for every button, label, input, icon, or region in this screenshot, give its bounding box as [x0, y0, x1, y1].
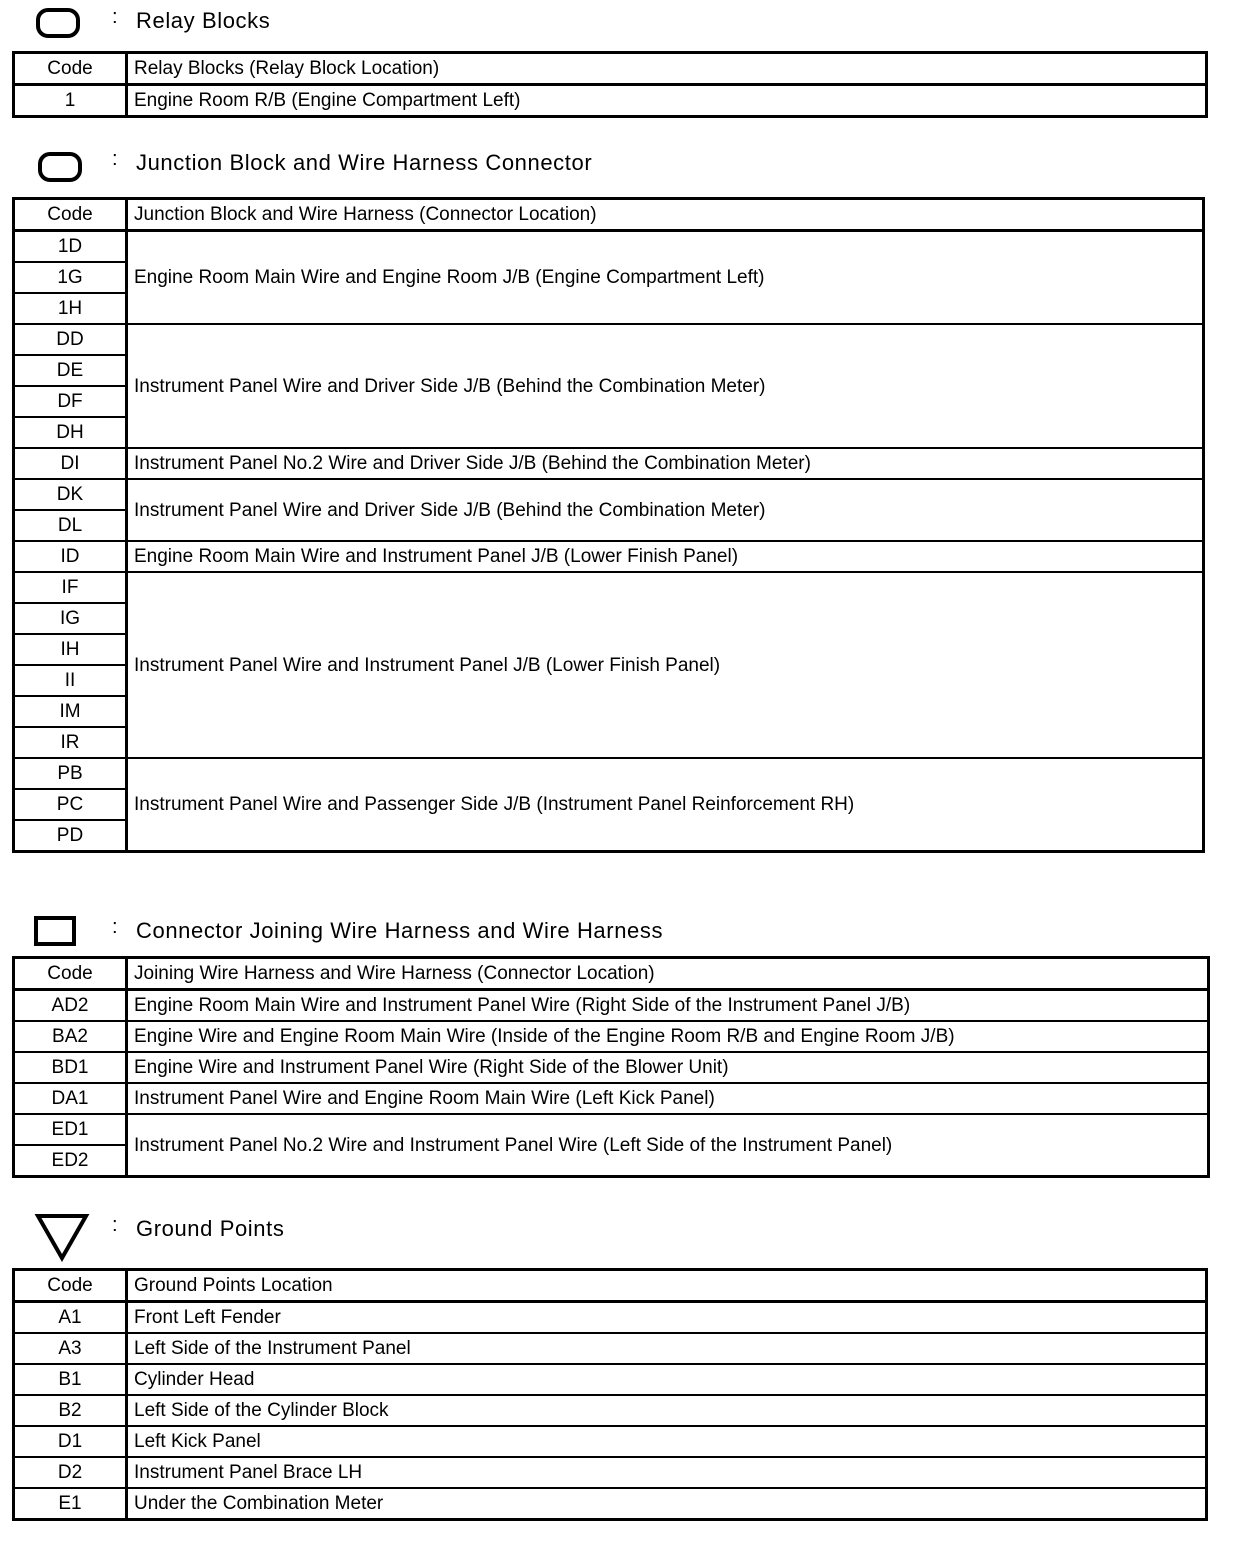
- code-cell: A1: [14, 1302, 127, 1334]
- code-header: Code: [14, 958, 127, 990]
- code-cell: B1: [14, 1364, 127, 1395]
- connector-symbol-icon: [34, 916, 76, 946]
- code-cell: DL: [14, 510, 127, 541]
- table-row: [14, 1426, 1207, 1457]
- code-cell: BA2: [14, 1021, 127, 1052]
- location-cell: Engine Wire and Instrument Panel Wire (Right Side of the Blower Unit): [127, 1052, 1209, 1083]
- table-row: [14, 1364, 1207, 1395]
- relay-blocks-title: Relay Blocks: [136, 8, 271, 33]
- table-row: [14, 324, 1204, 355]
- location-cell: Engine Room Main Wire and Instrument Panel Wire (Right Side of the Instrument Panel J/B): [127, 990, 1209, 1022]
- location-cell: Under the Combination Meter: [127, 1488, 1207, 1520]
- code-cell: BD1: [14, 1052, 127, 1083]
- location-cell: Engine Wire and Engine Room Main Wire (Inside of the Engine Room R/B and Engine Room J/B): [127, 1021, 1209, 1052]
- location-cell: Front Left Fender: [127, 1302, 1207, 1334]
- location-cell: Instrument Panel Wire and Engine Room Main Wire (Left Kick Panel): [127, 1083, 1209, 1114]
- connector-title: Connector Joining Wire Harness and Wire Harness: [136, 918, 664, 943]
- ground-points-header: [0, 1212, 1248, 1252]
- code-cell: IH: [14, 634, 127, 665]
- code-cell: IG: [14, 603, 127, 634]
- location-header: Ground Points Location: [127, 1270, 1207, 1302]
- table-header-row: [14, 199, 1204, 231]
- location-cell: Cylinder Head: [127, 1364, 1207, 1395]
- junction-colon: :: [112, 148, 118, 170]
- code-cell: B2: [14, 1395, 127, 1426]
- code-cell: 1D: [14, 231, 127, 263]
- ground-points-table: [12, 1268, 1208, 1521]
- connector-header: [0, 914, 1248, 954]
- code-cell: DA1: [14, 1083, 127, 1114]
- junction-block-title: Junction Block and Wire Harness Connector: [136, 150, 593, 175]
- code-cell: DH: [14, 417, 127, 448]
- location-cell: Left Side of the Instrument Panel: [127, 1333, 1207, 1364]
- table-row: [14, 1052, 1209, 1083]
- location-cell: Instrument Panel Wire and Instrument Panel J/B (Lower Finish Panel): [127, 572, 1204, 758]
- table-row: [14, 1021, 1209, 1052]
- table-row: [14, 1114, 1209, 1145]
- table-row: [14, 541, 1204, 572]
- table-row: [14, 231, 1204, 263]
- relay-blocks-table: [12, 51, 1208, 118]
- code-cell: PD: [14, 820, 127, 852]
- location-cell: Instrument Panel Brace LH: [127, 1457, 1207, 1488]
- table-row: [14, 990, 1209, 1022]
- table-row: [14, 1333, 1207, 1364]
- table-header-row: [14, 1270, 1207, 1302]
- location-header: Joining Wire Harness and Wire Harness (Connector Location): [127, 958, 1209, 990]
- code-cell: ID: [14, 541, 127, 572]
- code-cell: D1: [14, 1426, 127, 1457]
- code-cell: A3: [14, 1333, 127, 1364]
- code-cell: DK: [14, 479, 127, 510]
- code-cell: 1G: [14, 262, 127, 293]
- code-cell: ED2: [14, 1145, 127, 1177]
- code-cell: IM: [14, 696, 127, 727]
- table-row: [14, 758, 1204, 789]
- code-cell: DF: [14, 386, 127, 417]
- junction-block-table: [12, 197, 1205, 853]
- code-cell: DI: [14, 448, 127, 479]
- code-cell: PB: [14, 758, 127, 789]
- location-cell: Engine Room R/B (Engine Compartment Left): [127, 85, 1207, 117]
- table-row: [14, 572, 1204, 603]
- code-cell: PC: [14, 789, 127, 820]
- connector-table: [12, 956, 1210, 1178]
- location-cell: Left Side of the Cylinder Block: [127, 1395, 1207, 1426]
- table-row: [14, 479, 1204, 510]
- table-row: [14, 1488, 1207, 1520]
- table-row: [14, 85, 1207, 117]
- connector-colon: :: [112, 916, 118, 938]
- code-cell: DD: [14, 324, 127, 355]
- location-cell: Engine Room Main Wire and Engine Room J/B (Engine Compartment Left): [127, 231, 1204, 325]
- location-cell: Left Kick Panel: [127, 1426, 1207, 1457]
- table-header-row: [14, 53, 1207, 85]
- location-cell: Instrument Panel Wire and Passenger Side J/B (Instrument Panel Reinforcement RH): [127, 758, 1204, 852]
- ground-points-title: Ground Points: [136, 1216, 285, 1241]
- relay-blocks-header: [0, 4, 1248, 44]
- code-cell: 1H: [14, 293, 127, 324]
- code-cell: D2: [14, 1457, 127, 1488]
- code-cell: IR: [14, 727, 127, 758]
- junction-block-header: [0, 146, 1248, 186]
- code-header: Code: [14, 53, 127, 85]
- code-cell: ED1: [14, 1114, 127, 1145]
- table-row: [14, 1457, 1207, 1488]
- code-cell: 1: [14, 85, 127, 117]
- relay-colon: :: [112, 6, 118, 28]
- location-cell: Instrument Panel Wire and Driver Side J/B (Behind the Combination Meter): [127, 479, 1204, 541]
- code-header: Code: [14, 1270, 127, 1302]
- code-cell: E1: [14, 1488, 127, 1520]
- ground-colon: :: [112, 1214, 118, 1236]
- table-row: [14, 448, 1204, 479]
- location-cell: Instrument Panel No.2 Wire and Instrument Panel Wire (Left Side of the Instrument Panel): [127, 1114, 1209, 1177]
- code-cell: IF: [14, 572, 127, 603]
- code-cell: DE: [14, 355, 127, 386]
- table-row: [14, 1083, 1209, 1114]
- location-header: Junction Block and Wire Harness (Connector Location): [127, 199, 1204, 231]
- relay-block-symbol-icon: [36, 8, 80, 38]
- table-row: [14, 1395, 1207, 1426]
- code-header: Code: [14, 199, 127, 231]
- table-row: [14, 1302, 1207, 1334]
- ground-triangle-icon: [34, 1212, 90, 1262]
- table-header-row: [14, 958, 1209, 990]
- code-cell: II: [14, 665, 127, 696]
- code-cell: AD2: [14, 990, 127, 1022]
- location-cell: Engine Room Main Wire and Instrument Panel J/B (Lower Finish Panel): [127, 541, 1204, 572]
- junction-block-symbol-icon: [38, 152, 82, 182]
- location-header: Relay Blocks (Relay Block Location): [127, 53, 1207, 85]
- location-cell: Instrument Panel No.2 Wire and Driver Side J/B (Behind the Combination Meter): [127, 448, 1204, 479]
- location-cell: Instrument Panel Wire and Driver Side J/B (Behind the Combination Meter): [127, 324, 1204, 448]
